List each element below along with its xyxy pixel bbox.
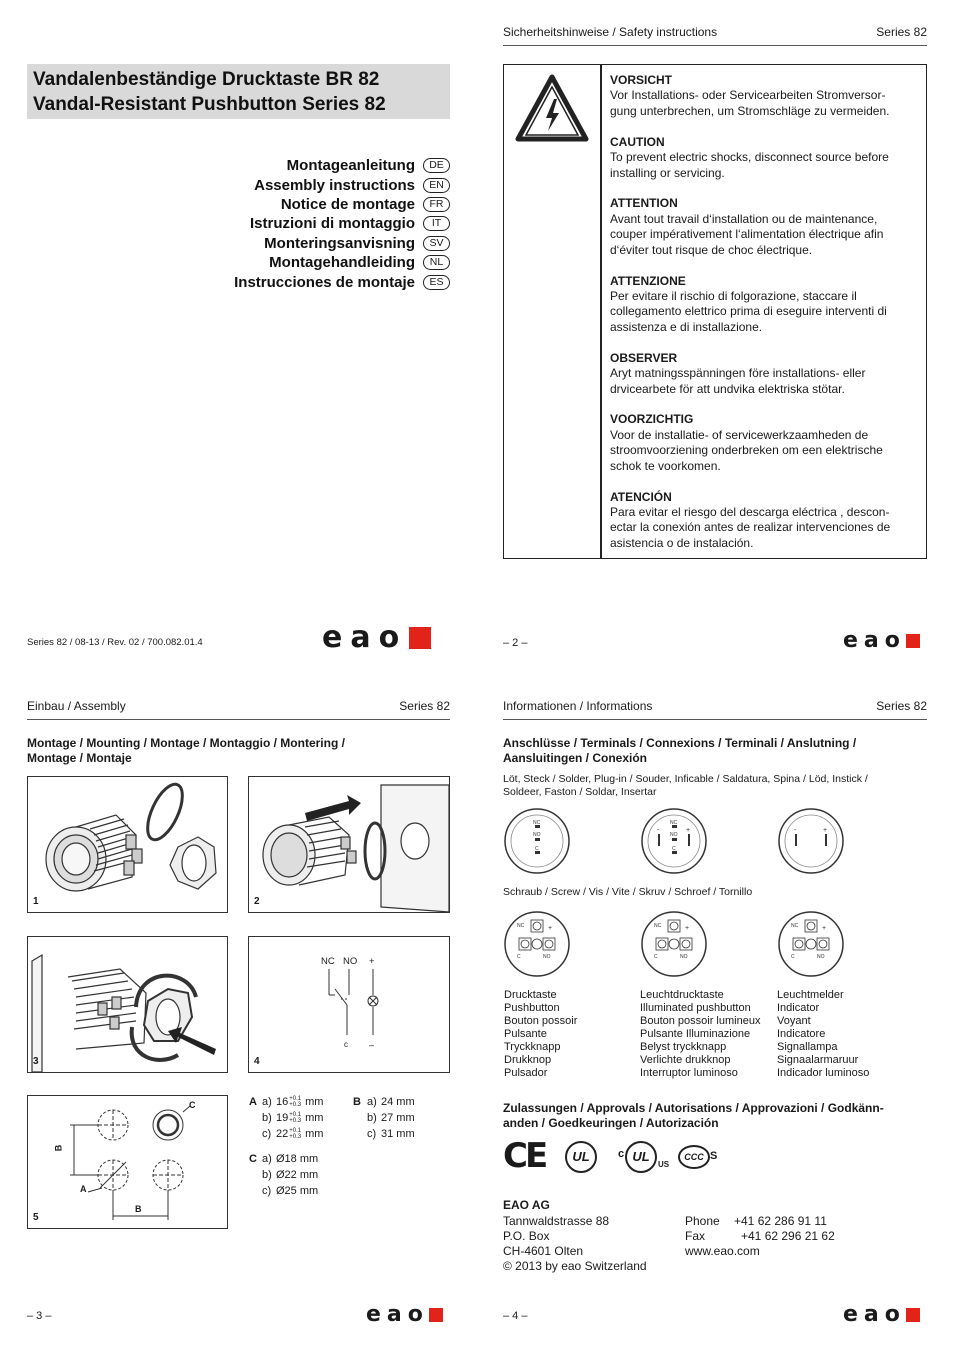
- solder-terminals-text: [503, 773, 868, 799]
- solder-line: Soldeer, Faston / Soldar, Insertar: [503, 786, 657, 798]
- lang-label: Notice de montage: [280, 195, 415, 213]
- dim-key: c): [367, 1128, 377, 1140]
- ccc-s-label: S: [710, 1150, 718, 1162]
- tol-top: +0.1: [289, 1096, 302, 1102]
- c-label: C: [517, 954, 521, 960]
- dim-b-vertical-label: B: [53, 1144, 64, 1152]
- tol-bottom: +0.3: [289, 1102, 302, 1108]
- dim-value: 19: [276, 1112, 289, 1124]
- no-label: NO: [817, 954, 825, 960]
- warning-block: [610, 490, 920, 552]
- eao-logo: [366, 1302, 443, 1327]
- column-illuminated-pushbutton: [640, 989, 760, 1080]
- c-label: C: [672, 846, 676, 852]
- lang-code: DE: [423, 158, 450, 173]
- tol-bottom: +0.3: [289, 1118, 302, 1124]
- dim-unit: mm: [305, 1096, 324, 1108]
- dim-key: a): [262, 1096, 272, 1108]
- page2-number: – 2 –: [503, 637, 528, 649]
- terminals-heading: [503, 736, 856, 766]
- tol-top: +0.1: [289, 1128, 302, 1134]
- warning-line: assistenza e di installazione.: [610, 319, 763, 334]
- phone-label: Phone: [685, 1214, 720, 1228]
- warning-block: [610, 412, 920, 474]
- warning-line: drvicearbete för att undvika elektriska stötar.: [610, 381, 845, 396]
- lang-row[interactable]: [234, 214, 450, 233]
- dim-letter: C: [249, 1153, 257, 1165]
- product-name: Drukknop: [504, 1054, 552, 1066]
- ce-mark-icon: CE: [503, 1136, 546, 1176]
- warning-line: schok te voorkomen.: [610, 458, 721, 473]
- product-name: Voyant: [777, 1015, 811, 1027]
- circuit-diagram: [249, 937, 449, 1072]
- c-label: C: [535, 846, 539, 852]
- dim-row: [353, 1094, 415, 1110]
- website-link[interactable]: www.eao.com: [685, 1244, 760, 1258]
- approvals-heading-line: Zulassungen / Approvals / Autorisations / Approvazioni / Godkänn-: [503, 1101, 884, 1115]
- minus-label: -: [794, 827, 797, 834]
- no-label: NO: [680, 954, 688, 960]
- logo-text: eao: [366, 1302, 429, 1327]
- product-name: Leuchtmelder: [777, 989, 844, 1001]
- page4-header-left: Informationen / Informations: [503, 699, 653, 713]
- product-name: Indicatore: [777, 1028, 826, 1040]
- product-name: Pushbutton: [504, 1002, 560, 1014]
- no-label: NO: [343, 956, 358, 967]
- lang-label: Assembly instructions: [254, 176, 415, 194]
- pushbutton-exploded-illustration: [28, 777, 227, 912]
- safety-box: [503, 64, 927, 559]
- logo-square-icon: [906, 1308, 920, 1322]
- nc-label: NC: [670, 820, 678, 826]
- lang-code: ES: [423, 275, 450, 290]
- product-name: Leuchtdrucktaste: [640, 989, 724, 1001]
- company-name: EAO AG: [503, 1198, 550, 1212]
- phone-row: [685, 1214, 835, 1229]
- product-name: Indicator: [777, 1002, 820, 1014]
- warning-line: Vor Installations- oder Servicearbeiten Stromversor-: [610, 88, 886, 103]
- terminal-diagram-solder-pushbutton: [503, 807, 571, 875]
- solder-line: Löt, Steck / Solder, Plug-in / Souder, Inficable / Saldatura, Spina / Löd, Instick /: [503, 773, 868, 785]
- no-label: NO: [670, 832, 678, 838]
- warning-line: stroomvoorziening onderbreken om een elektrische: [610, 443, 883, 458]
- product-name: Indicador luminoso: [777, 1067, 870, 1079]
- title-box: [27, 64, 450, 119]
- fax-label: Fax: [685, 1229, 706, 1243]
- product-name: Drucktaste: [504, 989, 557, 1001]
- warning-line: Voor de installatie- of servicewerkzaamheden de: [610, 427, 869, 442]
- approvals-heading-line: anden / Goedkeuringen / Autorización: [503, 1116, 719, 1130]
- lang-label: Instrucciones de montaje: [234, 273, 415, 291]
- warning-block: [610, 73, 920, 119]
- dim-unit: mm: [305, 1128, 324, 1140]
- page2-header-right: Series 82: [876, 25, 927, 39]
- dim-key: b): [367, 1112, 377, 1124]
- nut-tightening-illustration: [28, 937, 227, 1072]
- terminals-heading-line: Anschlüsse / Terminals / Connexions / Terminali / Anslutning /: [503, 736, 857, 750]
- logo-text: eao: [843, 1302, 906, 1327]
- page3-header-left: Einbau / Assembly: [27, 699, 126, 713]
- approvals-heading: [503, 1101, 884, 1131]
- cul-c-label: c: [618, 1148, 625, 1160]
- lang-label: Montagehandleiding: [269, 254, 415, 272]
- warning-line: To prevent electric shocks, disconnect source before: [610, 150, 889, 165]
- address-line: CH-4601 Olten: [503, 1244, 584, 1258]
- figure-2: [248, 776, 450, 913]
- page4-header-right: Series 82: [876, 699, 927, 713]
- product-name: Signaalarmaruur: [777, 1054, 859, 1066]
- dim-row: [249, 1110, 323, 1126]
- warning-line: asistencia o de instalación.: [610, 535, 754, 550]
- warning-line: couper impérativement l‘alimentation électrique afin: [610, 227, 884, 242]
- warning-block: [610, 274, 920, 336]
- dim-unit: mm: [305, 1112, 324, 1124]
- product-name: Illuminated pushbutton: [640, 1002, 751, 1014]
- nc-label: NC: [654, 923, 662, 929]
- nc-label: NC: [321, 956, 335, 967]
- document-reference: Series 82 / 08-13 / Rev. 02 / 700.082.01.4: [27, 637, 203, 648]
- plus-label: +: [822, 925, 827, 932]
- dimensions-c: [249, 1151, 318, 1199]
- dim-letter: A: [249, 1096, 257, 1108]
- dimensions-a: [249, 1094, 323, 1142]
- lang-row[interactable]: [234, 234, 450, 253]
- dim-a-label: A: [80, 1184, 87, 1194]
- figure-number: 3: [33, 1056, 39, 1067]
- panel-insertion-illustration: [249, 777, 449, 912]
- warning-title: ATTENTION: [610, 196, 678, 211]
- fax-number: +41 62 296 21 62: [741, 1229, 835, 1243]
- address-line: P.O. Box: [503, 1229, 550, 1243]
- dimensions-b: [353, 1094, 415, 1142]
- lang-label: Monteringsanvisning: [264, 234, 415, 252]
- dim-row: [249, 1183, 318, 1199]
- warning-block: [610, 351, 920, 397]
- warning-title: OBSERVER: [610, 350, 678, 365]
- dim-value: 31 mm: [381, 1128, 415, 1140]
- product-name: Signallampa: [777, 1041, 838, 1053]
- figure-number: 4: [254, 1056, 260, 1067]
- plus-label: +: [548, 925, 553, 932]
- dim-letter: B: [353, 1096, 361, 1108]
- title-en: Vandal-Resistant Pushbutton Series 82: [33, 94, 386, 115]
- c-label: C: [791, 954, 795, 960]
- figure-number: 2: [254, 896, 260, 907]
- nc-label: NC: [517, 923, 525, 929]
- lang-row[interactable]: [234, 272, 450, 291]
- c-label: C: [654, 954, 658, 960]
- page3-header-rule: [27, 719, 450, 720]
- mounting-heading: [27, 736, 345, 766]
- dim-key: c): [262, 1185, 272, 1197]
- product-name: Belyst tryckknapp: [640, 1041, 727, 1053]
- warning-line: ectar la conexión antes de realizar intervenciones de: [610, 520, 891, 535]
- warning-line: installing or servicing.: [610, 165, 725, 180]
- column-indicator: [777, 989, 869, 1080]
- page4-header-rule: [503, 719, 927, 720]
- terminal-diagram-solder-illuminated: [640, 807, 708, 875]
- warning-line: Per evitare il rischio di folgorazione, staccare il: [610, 288, 857, 303]
- page3-header-right: Series 82: [399, 699, 450, 713]
- lang-label: Istruzioni di montaggio: [250, 215, 415, 233]
- dim-key: b): [262, 1169, 272, 1181]
- lang-code: FR: [423, 197, 450, 212]
- dim-row: [249, 1167, 318, 1183]
- lang-code: IT: [423, 216, 450, 231]
- plus-label: +: [369, 956, 375, 967]
- fax-row: [685, 1229, 835, 1244]
- page4-number: – 4 –: [503, 1310, 528, 1322]
- dim-row: [353, 1110, 415, 1126]
- warning-line: d‘éviter tout risque de choc électrique.: [610, 242, 813, 257]
- terminal-diagram-screw-indicator: [777, 910, 845, 978]
- product-name: Bouton possoir: [504, 1015, 578, 1027]
- lang-row[interactable]: [234, 195, 450, 214]
- high-voltage-warning-icon: [514, 73, 590, 145]
- eao-logo: [843, 628, 920, 653]
- contact-block: [685, 1214, 835, 1259]
- dim-value: 24 mm: [381, 1096, 415, 1108]
- no-label: NO: [533, 832, 541, 838]
- warning-title: ATENCIÓN: [610, 489, 672, 504]
- warning-title: VOORZICHTIG: [610, 412, 694, 427]
- ccc-mark-icon: CCC: [678, 1145, 710, 1169]
- safety-divider: [600, 65, 602, 558]
- warning-line: collegamento elettrico prima di eseguire interventi di: [610, 304, 887, 319]
- phone-number[interactable]: +41 62 286 91 11: [734, 1214, 827, 1228]
- dim-value: 27 mm: [381, 1112, 415, 1124]
- eao-logo: [843, 1302, 920, 1327]
- dim-row: [249, 1151, 318, 1167]
- logo-square-icon: [429, 1308, 443, 1322]
- minus-label: -: [657, 827, 660, 834]
- no-label: NO: [543, 954, 551, 960]
- panel-cutout-drawing: [28, 1096, 227, 1228]
- terminal-diagram-screw-illuminated: [640, 910, 708, 978]
- product-name: Verlichte drukknop: [640, 1054, 731, 1066]
- page2-header-left: Sicherheitshinweise / Safety instructions: [503, 25, 718, 39]
- dim-c-label: C: [189, 1100, 196, 1110]
- warning-line: Para evitar el riesgo del descarga eléctrica , descon-: [610, 504, 890, 519]
- eao-logo: [322, 620, 431, 655]
- plus-label: +: [685, 925, 690, 932]
- copyright: © 2013 by eao Switzerland: [503, 1259, 647, 1273]
- screw-terminals-text: Schraub / Screw / Vis / Vite / Skruv / Schroef / Tornillo: [503, 886, 753, 898]
- warning-block: [610, 196, 920, 258]
- page2-header-rule: [503, 45, 927, 46]
- lang-code: EN: [423, 178, 450, 193]
- ul-mark-icon: UL: [565, 1141, 597, 1173]
- lang-row[interactable]: [234, 253, 450, 272]
- mounting-heading-line: Montage / Montaje: [27, 751, 132, 765]
- warning-title: CAUTION: [610, 134, 665, 149]
- dim-key: b): [262, 1112, 272, 1124]
- product-name: Bouton possoir lumineux: [640, 1015, 761, 1027]
- logo-text: eao: [322, 620, 408, 655]
- lang-code: NL: [423, 255, 450, 270]
- minus-label: –: [369, 1040, 375, 1050]
- warning-line: Avant tout travail d‘installation ou de maintenance,: [610, 211, 878, 226]
- dim-value: Ø22 mm: [276, 1169, 319, 1181]
- figure-number: 5: [33, 1212, 39, 1223]
- terminal-diagram-screw-pushbutton: [503, 910, 571, 978]
- logo-square-icon: [906, 634, 920, 648]
- lang-code: SV: [423, 236, 450, 251]
- product-name: Pulsante Illuminazione: [640, 1028, 751, 1040]
- dim-key: c): [262, 1128, 272, 1140]
- dim-row: [249, 1126, 323, 1142]
- c-label: c: [344, 1040, 348, 1049]
- figure-3: [27, 936, 228, 1073]
- dim-row: [249, 1094, 323, 1110]
- product-name: Tryckknapp: [504, 1041, 561, 1053]
- plus-label: +: [686, 827, 691, 834]
- page3-number: – 3 –: [27, 1310, 52, 1322]
- terminal-diagram-solder-indicator: [777, 807, 845, 875]
- lang-label: Montageanleitung: [286, 157, 415, 175]
- nc-label: NC: [791, 923, 799, 929]
- nc-label: NC: [533, 820, 541, 826]
- column-pushbutton: [504, 989, 577, 1080]
- dim-row: [353, 1126, 415, 1142]
- figure-number: 1: [33, 896, 39, 907]
- logo-square-icon: [409, 627, 431, 649]
- company-address: [503, 1214, 647, 1274]
- figure-5: [27, 1095, 228, 1229]
- tol-top: +0.1: [289, 1112, 302, 1118]
- figure-4: [248, 936, 450, 1073]
- mounting-heading-line: Montage / Mounting / Montage / Montaggio / Montering /: [27, 736, 345, 750]
- terminals-heading-line: Aansluitingen / Conexión: [503, 751, 648, 765]
- figure-1: [27, 776, 228, 913]
- dim-value: Ø25 mm: [276, 1185, 319, 1197]
- cul-mark-icon: UL: [625, 1141, 657, 1173]
- dim-b-horizontal-label: B: [135, 1204, 142, 1214]
- warning-line: Aryt matningsspänningen före installations- eller: [610, 366, 866, 381]
- dim-value: 16: [276, 1096, 289, 1108]
- logo-text: eao: [843, 628, 906, 653]
- lang-row[interactable]: [234, 156, 450, 175]
- warning-title: VORSICHT: [610, 73, 673, 87]
- product-name: Interruptor luminoso: [640, 1067, 738, 1079]
- dim-key: a): [367, 1096, 377, 1108]
- warning-block: [610, 135, 920, 181]
- warning-line: gung unterbrechen, um Stromschläge zu vermeiden.: [610, 103, 890, 118]
- address-line: Tannwaldstrasse 88: [503, 1214, 610, 1228]
- dim-key: a): [262, 1153, 272, 1165]
- warning-title: ATTENZIONE: [610, 273, 686, 288]
- language-list: [234, 156, 450, 292]
- tol-bottom: +0.3: [289, 1134, 302, 1140]
- lang-row[interactable]: [234, 175, 450, 194]
- title-de: Vandalenbeständige Drucktaste BR 82: [33, 69, 380, 90]
- plus-label: +: [823, 827, 828, 834]
- dim-value: 22: [276, 1128, 289, 1140]
- cul-us-label: US: [658, 1160, 670, 1169]
- product-name: Pulsante: [504, 1028, 547, 1040]
- dim-value: Ø18 mm: [276, 1153, 319, 1165]
- product-name: Pulsador: [504, 1067, 548, 1079]
- warning-list: [610, 73, 920, 567]
